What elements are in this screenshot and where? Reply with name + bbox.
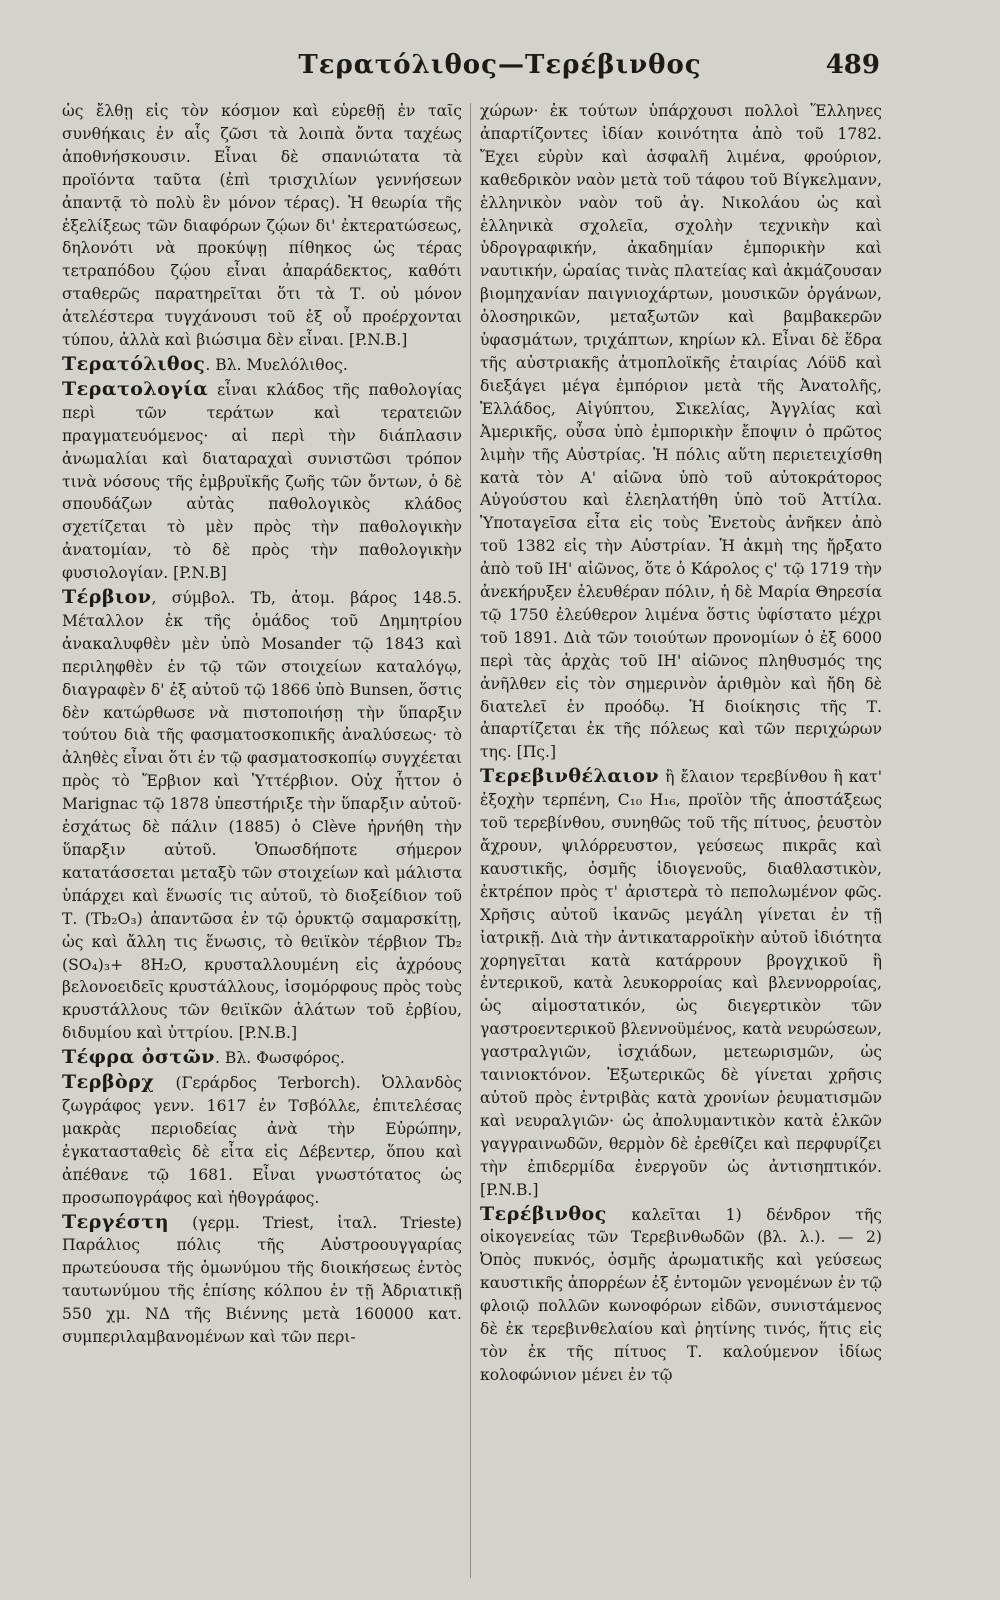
- dictionary-entry: [62, 378, 462, 585]
- entry-headword: Τερατόλιθος: [62, 352, 206, 375]
- page-header: [0, 50, 1000, 90]
- entry-text: καλεῖται 1) δένδρον τῆς οἰκογενείας τῶν Τερεβινθωδῶν (βλ. λ.). — 2) Ὀπὸς πυκνός, ὀσμῆς ἀρωματικῆς καὶ γεύσεως καυστικῆς ἀπορρέων ἐξ ἐντομῶν γενομένων ἐν τῷ φλοιῷ πολλῶν κωνοφόρων εἰδῶν, συνιστάμενος δὲ ἐκ τερεβινθελαίου καὶ ῥητίνης τινός, ἥτις εἰς τὸν ἐκ τῆς πίτυος Τ. καλούμενον ἰδίως κολοφώνιον μένει ἐν τῷ: [480, 1205, 882, 1384]
- dictionary-entry: [62, 1211, 462, 1349]
- entry-text: εἶναι κλάδος τῆς παθολογίας περὶ τῶν τεράτων καὶ τερατειῶν πραγματευόμενος· αἱ περὶ τὴν διάπλασιν ἀνωμαλίαι καὶ διαταραχαὶ συνιστῶσι τρόπον τινὰ νόσους τῆς ἐμβρυϊκῆς ζωῆς τῶν ὄντων, ὁ δὲ σπουδάζων αὐτὰς παθολογικὸς κλάδος σχετίζεται τὸ μὲν πρὸς τὴν παθολογικὴν ἀνατομίαν, τὸ δὲ πρὸς τὴν παθολογικὴν φυσιολογίαν. [P.N.B]: [62, 380, 462, 583]
- entry-headword: Τέφρα ὀστῶν: [62, 1046, 215, 1069]
- running-head: Τερατόλιθος—Τερέβινθος: [298, 50, 702, 80]
- right-column: [480, 100, 882, 1388]
- dictionary-entry: [480, 100, 882, 764]
- entry-text: χώρων· ἐκ τούτων ὑπάρχουσι πολλοὶ Ἕλληνες ἀπαρτίζοντες ἰδίαν κοινότητα ἀπὸ τοῦ 1782. Ἔχει εὐρὺν καὶ ἀσφαλῆ λιμένα, φρούριον, καθεδρικὸν ναὸν μετὰ τοῦ τάφου τοῦ Βίγκελμανν, ἑλληνικὸν ναὸν τοῦ ἁγ. Νικολάου ὡς καὶ ἑλληνικὰ σχολεῖα, σχολὴν τεχνικὴν καὶ ὑδρογραφικήν, ἀκαδημίαν ἐμπορικὴν καὶ ναυτικήν, ὡραίας τινὰς πλατείας καὶ ἀκμάζουσαν βιομηχανίαν παιγνιοχάρτων, μουσικῶν ὀργάνων, ὁλοσηρικῶν, μεταξωτῶν καὶ βαμβακερῶν ὑφασμάτων, τριχάπτων, κηρίων κλ. Εἶναι δὲ ἕδρα τῆς αὐστριακῆς ἀτμοπλοϊκῆς ἑταιρίας Λόϋδ καὶ διεξάγει μέγα ἐμπόριον μετὰ τῆς Ἀνατολῆς, Ἑλλάδος, Αἰγύπτου, Σικελίας, Ἀγγλίας καὶ Ἀμερικῆς, οὖσα ὑπὸ ἐμπορικὴν ἔποψιν ὁ πρῶτος λιμὴν τῆς Αὐστρίας. Ἡ πόλις αὕτη περιετειχίσθη κατὰ τὸν Α' αἰῶνα ὑπὸ τοῦ αὐτοκράτορος Αὐγούστου καὶ ἐλεηλατήθη ὑπὸ τοῦ Ἀττίλα. Ὑποταγεῖσα εἶτα εἰς τοὺς Ἐνετοὺς ἀνῆκεν ἀπὸ τοῦ 1382 εἰς τὴν Αὐστρίαν. Ἡ ἀκμὴ της ἤρξατο ἀπὸ τοῦ ΙΗ' αἰῶνος, ὅτε ὁ Κάρολος ς' τῷ 1719 τὴν ἀνεκήρυξεν ἐλευθέραν πόλιν, ἡ δὲ Μαρία Θηρεσία τῷ 1750 ἐλεύθερον λιμένα ὅστις ὑφίστατο μέχρι τοῦ 1891. Διὰ τῶν τοιούτων προνομίων ὁ ἐξ 6000 περὶ τὰς ἀρχὰς τοῦ ΙΗ' αἰῶνος πληθυσμός της ἀνῆλθεν εἰς τὸν σημερινὸν ἀριθμὸν καὶ ἤδη δὲ διατελεῖ ἐν προόδῳ. Ἡ διοίκησις τῆς Τ. ἀπαρτίζεται ἐκ τῆς πόλεως καὶ τῶν περιχώρων της. [Πς.]: [480, 102, 882, 762]
- entry-text: (γερμ. Triest, ἰταλ. Trieste) Παράλιος πόλις τῆς Αὐστροουγγαρίας πρωτεύουσα τῆς ὁμωνύμου τῆς διοικήσεως ἐντὸς ταυτωνύμου τῆς ἐπίσης κόλπου ἐν τῇ Ἀδριατικῇ 550 χμ. ΝΔ τῆς Βιέννης μετὰ 160000 κατ. συμπεριλαμβανομένων καὶ τῶν περι-: [62, 1213, 462, 1347]
- entry-headword: Τερέβινθος: [480, 1202, 607, 1225]
- dictionary-entry: [62, 1071, 462, 1209]
- entry-headword: Τέρβιον: [62, 586, 152, 609]
- column-divider: [470, 103, 471, 1578]
- entry-text: , σύμβολ. Tb, ἀτομ. βάρος 148.5. Μέταλλον ἐκ τῆς ὁμάδος τοῦ Δημητρίου ἀνακαλυφθὲν μὲν ὑπὸ Mosander τῷ 1843 καὶ περιληφθὲν ἐν τῷ τῶν στοιχείων καταλόγῳ, διαγραφὲν δ' ἐξ αὐτοῦ τῷ 1866 ὑπὸ Bunsen, ὅστις δὲν κατώρθωσε νὰ πιστοποιήσῃ τὴν ὕπαρξιν τούτου διὰ τῆς φασματοσκοπικῆς ἀναλύσεως· τὸ ἀληθὲς εἶναι ὅτι ἐν τῷ φασματοσκοπίῳ συγχέεται πρὸς τὸ Ἔρβιον καὶ Ὑττέρβιον. Οὐχ ἧττον ὁ Marignac τῷ 1878 ὑπεστήριξε τὴν ὕπαρξιν αὐτοῦ· ἐσχάτως δὲ πάλιν (1885) ὁ Clève ἠρνήθη τὴν ὕπαρξιν αὐτοῦ. Ὁπωσδήποτε σήμερον κατατάσσεται μεταξὺ τῶν στοιχείων καὶ μάλιστα ὑπάρχει καὶ ἕνωσίς τις αὐτοῦ, τὸ διοξείδιον τοῦ Τ. (Tb₂O₃) ἀπαντῶσα ἐν τῷ ὀρυκτῷ σαμαρσκίτῃ, ὡς καὶ ἄλλη τις ἕνωσις, τὸ θειϊκὸν τέρβιον Tb₂ (SO₄)₃+ 8H₂O, κρυσταλλουμένη εἰς ἀχρόους βελονοειδεῖς κρυστάλλους, ἰσομόρφους πρὸς τοὺς κρυστάλλους τῶν θειϊκῶν ἁλάτων τοῦ ἐρβίου, διδυμίου καὶ ὑττρίου. [P.N.B.]: [62, 589, 462, 1043]
- entry-text: (Γεράρδος Terborch). Ὀλλανδὸς ζωγράφος γενν. 1617 ἐν Τσβόλλε, ἐπιτελέσας μακρὰς περιοδείας ἀνὰ τὴν Εὐρώπην, ἐγκατασταθεὶς δὲ εἶτα εἰς Δέβεντερ, ὅπου καὶ ἀπέθανε τῷ 1681. Εἶναι γνωστότατος ὡς προσωπογράφος καὶ ἠθογράφος.: [62, 1074, 462, 1207]
- dictionary-entry: [62, 586, 462, 1045]
- left-column: [62, 100, 462, 1350]
- dictionary-entry: [480, 765, 882, 1201]
- entry-headword: Τεργέστη: [62, 1210, 170, 1233]
- entry-text: . Βλ. Μυελόλιθος.: [205, 355, 348, 374]
- entry-text: ἢ ἔλαιον τερεβίνθου ἢ κατ' ἐξοχὴν τερπένη, C₁₀ H₁₆, προϊὸν τῆς ἀποστάξεως τοῦ τερεβίνθου, συνηθῶς τοῦ τῆς πίτυος, ῥευστὸν ἄχρουν, ψιλόρρευστον, γεύσεως πικρᾶς καὶ καυστικῆς, ὀσμῆς ἰδιογενοῦς, διαθλαστικὸν, ἐκτρέπον πρὸς τ' ἀριστερὰ τὸ πεπολωμένον φῶς. Χρῆσις αὐτοῦ ἱκανῶς μεγάλη γίνεται ἐν τῇ ἰατρικῇ. Διὰ τὴν ἀντικαταρροϊκὴν αὐτοῦ ἰδιότητα χορηγεῖται κατὰ κατάρρουν βρογχικοῦ ἢ ἐντερικοῦ, κατὰ λευκορροίας καὶ βλεννορροίας, ὡς αἱμοστατικόν, ὡς διεγερτικὸν τῶν γαστροεντερικοῦ βλεννοϋμένος, κατὰ νευρώσεων, γαστραλγιῶν, ἰσχιάδων, μετεωρισμῶν, ὡς ταινιοκτόνον. Ἐξωτερικῶς δὲ γίνεται χρῆσις αὐτοῦ πρὸς ἐντριβὰς κατὰ χρονίων ῥευματισμῶν καὶ νευραλγιῶν· ὡς ἀπολυμαντικὸν κατὰ ἑλκῶν γαγγραινωδῶν, θερμὸν δὲ ἐρεθίζει καὶ περφυρίζει τὴν ἐπιδερμίδα ἐνεργοῦν ὡς ἀντισηπτικόν. [P.N.B.]: [480, 768, 882, 1199]
- entry-headword: Τερατολογία: [62, 377, 209, 400]
- dictionary-entry: [62, 1046, 462, 1070]
- entry-headword: Τερεβινθέλαιον: [480, 765, 660, 788]
- entry-text: . Βλ. Φωσφόρος.: [215, 1049, 345, 1068]
- dictionary-entry: [62, 353, 462, 377]
- entry-headword: Τερβὸρχ: [62, 1071, 155, 1094]
- page-number: 489: [825, 50, 880, 80]
- dictionary-entry: [480, 1203, 882, 1387]
- dictionary-entry: [62, 100, 462, 352]
- entry-text: ὡς ἔλθῃ εἰς τὸν κόσμον καὶ εὑρεθῇ ἐν ταῖς συνθήκαις ἐν αἷς ζῶσι τὰ λοιπὰ ὄντα ταχέως ἀποθνήσκουσιν. Εἶναι δὲ σπανιώτατα τὰ προϊόντα ταῦτα (ἐπὶ τρισχιλίων γεννήσεων ἀπαντᾷ τὸ πολὺ ἓν μόνον τέρας). Ἡ θεωρία τῆς ἐξελίξεως τῶν διαφόρων ζῴων δι' ἐκτερατώσεως, δηλονότι νὰ προκύψῃ πίθηκος ὡς τέρας τετραπόδου ζῴου εἶναι ἀπαράδεκτος, καθότι σταθερῶς παρατηρεῖται ὅτι τὰ Τ. οὐ μόνον ἀτελέστερα τυγχάνουσι τοῦ ἐξ οὗ προέρχονται τύπου, ἀλλὰ καὶ βιώσιμα δὲν εἶναι. [P.N.B.]: [62, 102, 462, 350]
